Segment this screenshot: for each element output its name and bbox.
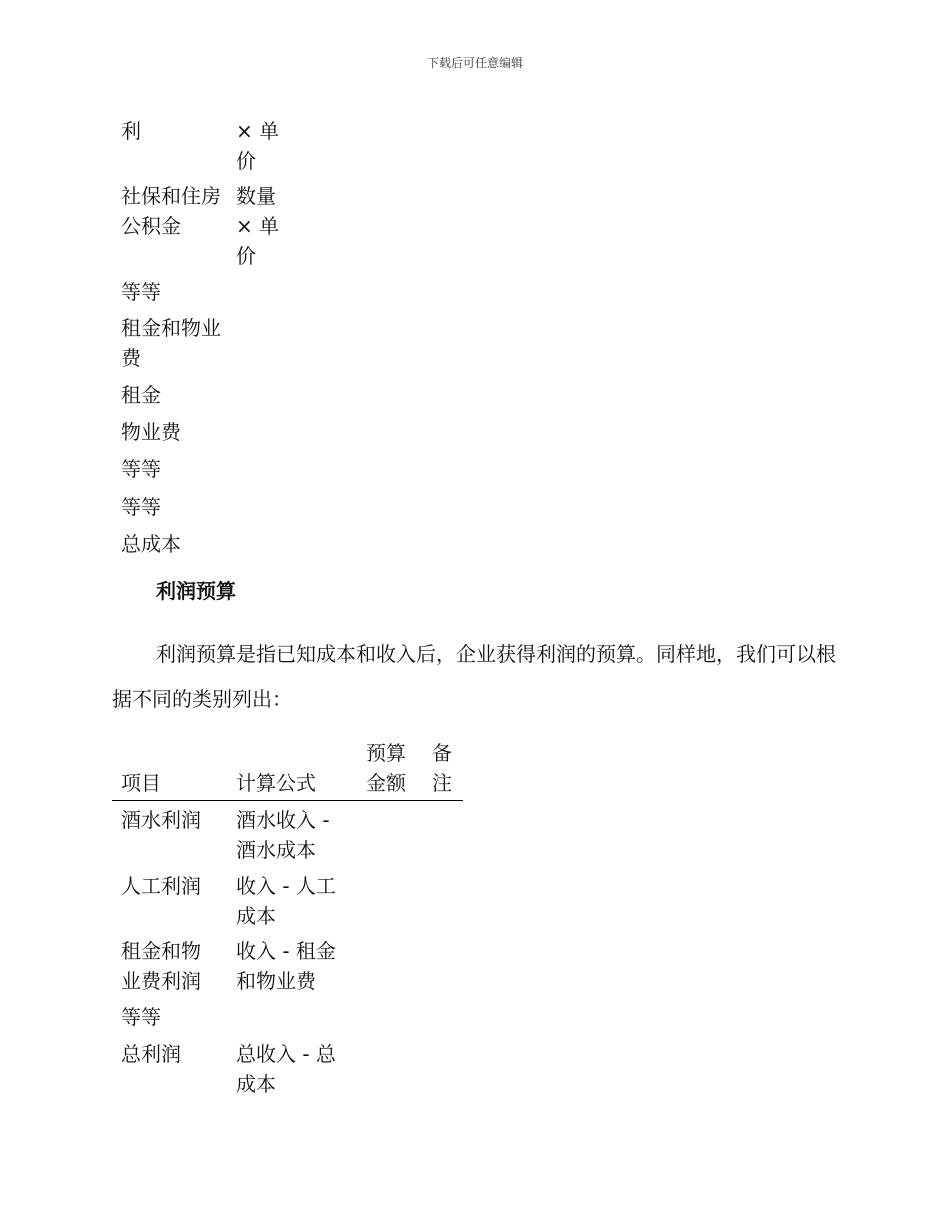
table-cell-item: 酒水利润 — [121, 808, 201, 832]
section-paragraph: 利润预算是指已知成本和收入后，企业获得利润的预算。同样地，我们可以根据不同的类别列出： — [112, 642, 836, 711]
page-header: 下载后可任意编辑 — [426, 56, 523, 70]
table-header-note: 备注 — [432, 741, 452, 795]
table-cell-item: 等等 — [121, 457, 161, 481]
section-heading: 利润预算 — [156, 579, 236, 603]
table-cell-item: 租金和物业费 — [121, 316, 221, 370]
table-cell-formula: 收入 - 租金和物业费 — [236, 939, 336, 993]
table-cell-item: 人工利润 — [121, 874, 201, 898]
table-cell-item: 等等 — [121, 280, 161, 304]
table-cell-item: 租金和物业费利润 — [121, 939, 201, 993]
table-cell-item: 总成本 — [121, 532, 181, 556]
table-header-item: 项目 — [121, 771, 161, 795]
table-cell-item: 租金 — [121, 383, 161, 407]
table-cell-item: 利 — [121, 119, 141, 143]
table-cell-item: 等等 — [121, 495, 161, 519]
table-header-rule — [112, 800, 463, 801]
table-cell-formula: 总收入 - 总成本 — [236, 1042, 336, 1096]
table-header-amount: 预算金额 — [366, 741, 406, 795]
table-cell-item: 物业费 — [121, 420, 181, 444]
table-cell-formula: × 单价 — [236, 119, 280, 173]
table-cell-formula: 酒水收入 - 酒水成本 — [236, 808, 330, 862]
table-cell-item: 等等 — [121, 1005, 161, 1029]
table-cell-formula: 数量 × 单价 — [236, 184, 280, 268]
table-cell-item: 总利润 — [121, 1042, 181, 1066]
table-header-formula: 计算公式 — [236, 771, 316, 795]
table-cell-formula: 收入 - 人工成本 — [236, 874, 336, 928]
table-cell-item: 社保和住房公积金 — [121, 184, 221, 238]
